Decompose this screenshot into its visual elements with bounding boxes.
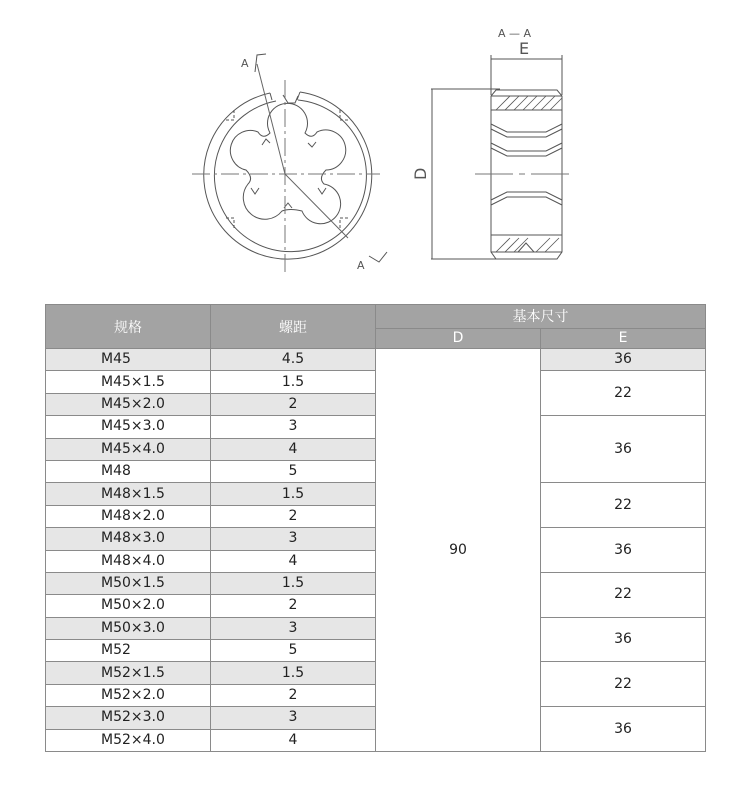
section-label-bottom: A <box>357 259 365 272</box>
front-view-die <box>192 54 387 272</box>
table-body <box>46 349 706 752</box>
cell-pitch: 4 <box>211 550 376 572</box>
cell-pitch: 1.5 <box>211 662 376 684</box>
dimension-label-e: E <box>519 39 530 58</box>
dimension-label-d: D <box>411 167 430 180</box>
cell-spec: M50×3.0 <box>46 617 211 639</box>
cell-spec: M52 <box>46 640 211 662</box>
cell-e: 22 <box>541 371 706 416</box>
cell-pitch: 1.5 <box>211 371 376 393</box>
cell-spec: M52×2.0 <box>46 684 211 706</box>
cell-pitch: 3 <box>211 617 376 639</box>
cell-pitch: 3 <box>211 528 376 550</box>
cell-pitch: 2 <box>211 595 376 617</box>
cell-e: 36 <box>541 617 706 662</box>
cell-e: 36 <box>541 528 706 573</box>
table-row <box>46 349 706 371</box>
cell-pitch: 3 <box>211 707 376 729</box>
header-e: E <box>541 328 706 348</box>
die-spec-table <box>45 304 706 752</box>
cell-pitch: 1.5 <box>211 483 376 505</box>
cell-e: 22 <box>541 662 706 707</box>
header-d: D <box>376 328 541 348</box>
cell-spec: M48×4.0 <box>46 550 211 572</box>
header-spec: 规格 <box>46 305 211 349</box>
cell-e: 36 <box>541 707 706 752</box>
cell-spec: M52×1.5 <box>46 662 211 684</box>
cell-spec: M45×4.0 <box>46 438 211 460</box>
cell-pitch: 5 <box>211 460 376 482</box>
cell-e: 36 <box>541 416 706 483</box>
cell-spec: M48×2.0 <box>46 505 211 527</box>
cell-e: 22 <box>541 483 706 528</box>
cell-pitch: 4.5 <box>211 349 376 371</box>
cell-pitch: 4 <box>211 729 376 751</box>
cell-pitch: 1.5 <box>211 572 376 594</box>
cell-spec: M45×3.0 <box>46 416 211 438</box>
cell-pitch: 5 <box>211 640 376 662</box>
cell-spec: M50×1.5 <box>46 572 211 594</box>
cell-spec: M45 <box>46 349 211 371</box>
cell-e: 22 <box>541 572 706 617</box>
cell-pitch: 4 <box>211 438 376 460</box>
cell-spec: M50×2.0 <box>46 595 211 617</box>
cell-spec: M52×3.0 <box>46 707 211 729</box>
cell-spec: M48×1.5 <box>46 483 211 505</box>
cell-spec: M52×4.0 <box>46 729 211 751</box>
cell-pitch: 3 <box>211 416 376 438</box>
cell-pitch: 2 <box>211 505 376 527</box>
cell-pitch: 2 <box>211 393 376 415</box>
header-pitch: 螺距 <box>211 305 376 349</box>
cell-spec: M48×3.0 <box>46 528 211 550</box>
cell-spec: M45×1.5 <box>46 371 211 393</box>
technical-drawing <box>0 0 750 300</box>
section-view-title: A — A <box>498 27 532 40</box>
header-basic-dimensions: 基本尺寸 <box>376 305 706 329</box>
cell-d-merged: 90 <box>376 349 541 752</box>
cell-spec: M45×2.0 <box>46 393 211 415</box>
section-view-die <box>431 55 575 259</box>
cell-spec: M48 <box>46 460 211 482</box>
cell-e: 36 <box>541 349 706 371</box>
cell-pitch: 2 <box>211 684 376 706</box>
section-label-top: A <box>241 57 249 70</box>
